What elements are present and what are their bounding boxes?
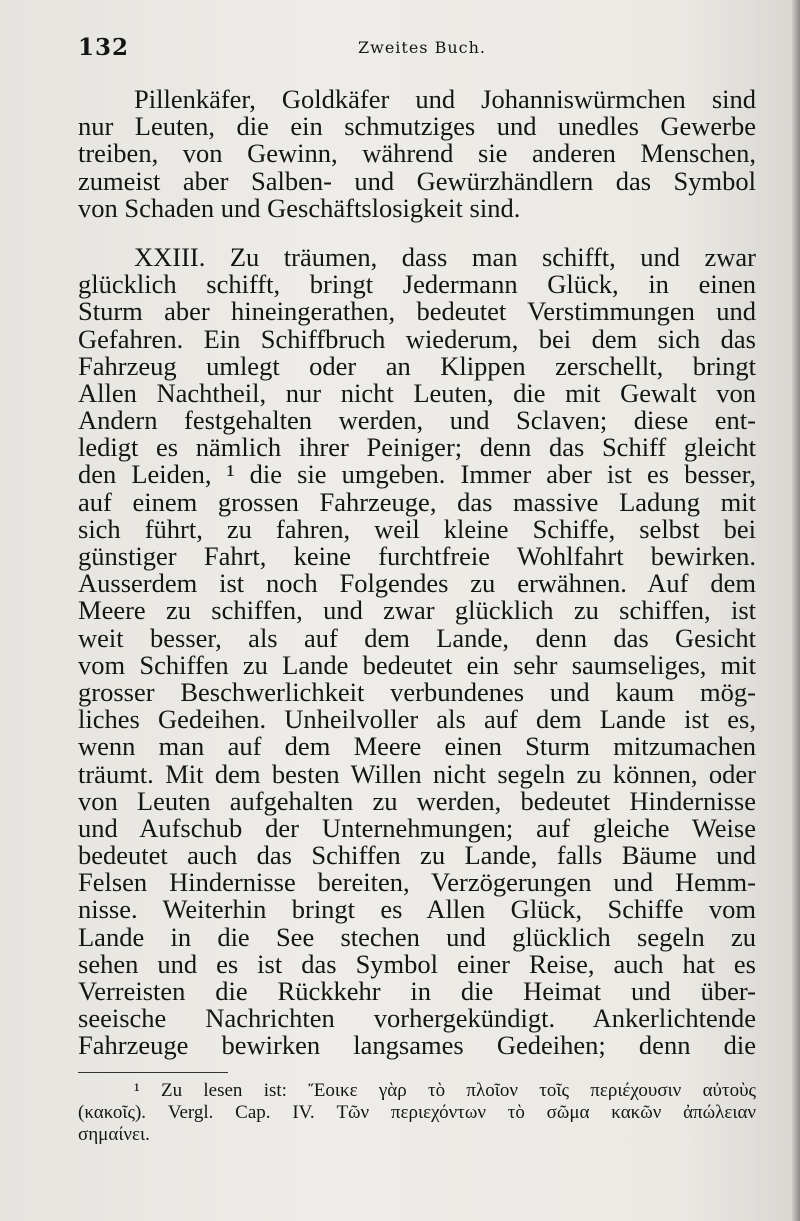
text-line: Gefahren. Ein Schiffbruch wiederum, bei dem sich das	[78, 323, 756, 354]
text-line: grosser Beschwerlichkeit verbundenes und kaum mög-	[78, 676, 756, 707]
text-line: seeische Nachrichten vorhergekündigt. Ankerlichtende	[78, 1003, 756, 1034]
text-line: Pillenkäfer, Goldkäfer und Johanniswürmchen sind	[134, 84, 756, 114]
text-line: XXIII. Zu träumen, dass man schifft, und zwar	[134, 241, 756, 272]
running-head: Zweites Buch.	[358, 38, 487, 57]
body-text	[78, 86, 756, 1060]
footnotes	[78, 1080, 756, 1146]
footnote-line: σημαίνει.	[78, 1124, 150, 1145]
text-line: nur Leuten, die ein schmutziges und unedles Gewerbe	[78, 111, 756, 142]
text-line: den Leiden, ¹ die sie umgeben. Immer aber ist es besser,	[78, 459, 756, 490]
text-line: nisse. Weiterhin bringt es Allen Glück, Schiffe vom	[78, 894, 756, 925]
text-line: Andern festgehalten werden, und Sclaven; diese ent-	[78, 405, 756, 436]
text-line: von Leuten aufgehalten zu werden, bedeutet Hindernisse	[78, 785, 756, 816]
text-line: ledigt es nämlich ihrer Peiniger; denn das Schiff gleicht	[78, 432, 756, 463]
text-line: liches Gedeihen. Unheilvoller als auf dem Lande ist es,	[78, 704, 756, 735]
text-line: von Schaden und Geschäftslosigkeit sind.	[78, 192, 521, 223]
text-line: träumt. Mit dem besten Willen nicht segeln zu können, oder	[78, 758, 756, 789]
text-line: sich führt, zu fahren, weil kleine Schiffe, selbst bei	[78, 513, 756, 544]
text-line: Ausserdem ist noch Folgendes zu erwähnen. Auf dem	[78, 568, 756, 599]
text-line: und Aufschub der Unternehmungen; auf gleiche Weise	[78, 812, 756, 843]
text-line: Fahrzeuge bewirken langsames Gedeihen; denn die	[78, 1030, 756, 1061]
text-line: glücklich schifft, bringt Jedermann Glück, in einen	[78, 269, 756, 300]
text-line: sehen und es ist das Symbol einer Reise, auch hat es	[78, 948, 756, 979]
page-number: 132	[78, 34, 130, 61]
text-line: vom Schiffen zu Lande bedeutet ein sehr saumseliges, mit	[78, 649, 756, 680]
footnote-rule	[78, 1072, 228, 1073]
text-line: treiben, von Gewinn, während sie anderen Menschen,	[78, 138, 756, 169]
text-line: Allen Nachtheil, nur nicht Leuten, die mit Gewalt von	[78, 377, 756, 408]
text-line: Lande in die See stechen und glücklich segeln zu	[78, 921, 756, 952]
footnote-line: (κακοῖς). Vergl. Cap. IV. Τῶν περιεχόντων τὸ σῶμα κακῶν ἀπώλειαν	[78, 1102, 756, 1123]
text-line: Fahrzeug umlegt oder an Klippen zerschellt, bringt	[78, 350, 756, 381]
text-line: bedeutet auch das Schiffen zu Lande, falls Bäume und	[78, 840, 756, 871]
text-line: Verreisten die Rückkehr in die Heimat und über-	[78, 976, 756, 1006]
text-line: auf einem grossen Fahrzeuge, das massive Ladung mit	[78, 486, 756, 517]
text-line: weit besser, als auf dem Lande, denn das Gesicht	[78, 622, 756, 653]
text-line: Sturm aber hineingerathen, bedeutet Verstimmungen und	[78, 296, 756, 327]
text-line: Felsen Hindernisse bereiten, Verzögerungen und Hemm-	[78, 867, 756, 898]
page-header	[78, 34, 750, 64]
page-edge-shadow	[792, 0, 800, 1221]
text-line: zumeist aber Salben- und Gewürzhändlern das Symbol	[78, 165, 756, 196]
text-line: günstiger Fahrt, keine furchtfreie Wohlfahrt bewirken.	[78, 541, 756, 571]
text-line: wenn man auf dem Meere einen Sturm mitzumachen	[78, 731, 756, 762]
text-line: Meere zu schiffen, und zwar glücklich zu schiffen, ist	[78, 595, 756, 626]
footnote-line: ¹ Zu lesen ist: Ἔοικε γὰρ τὸ πλοῖον τοῖς περιέχουσιν αὐτοὺς	[134, 1080, 756, 1101]
